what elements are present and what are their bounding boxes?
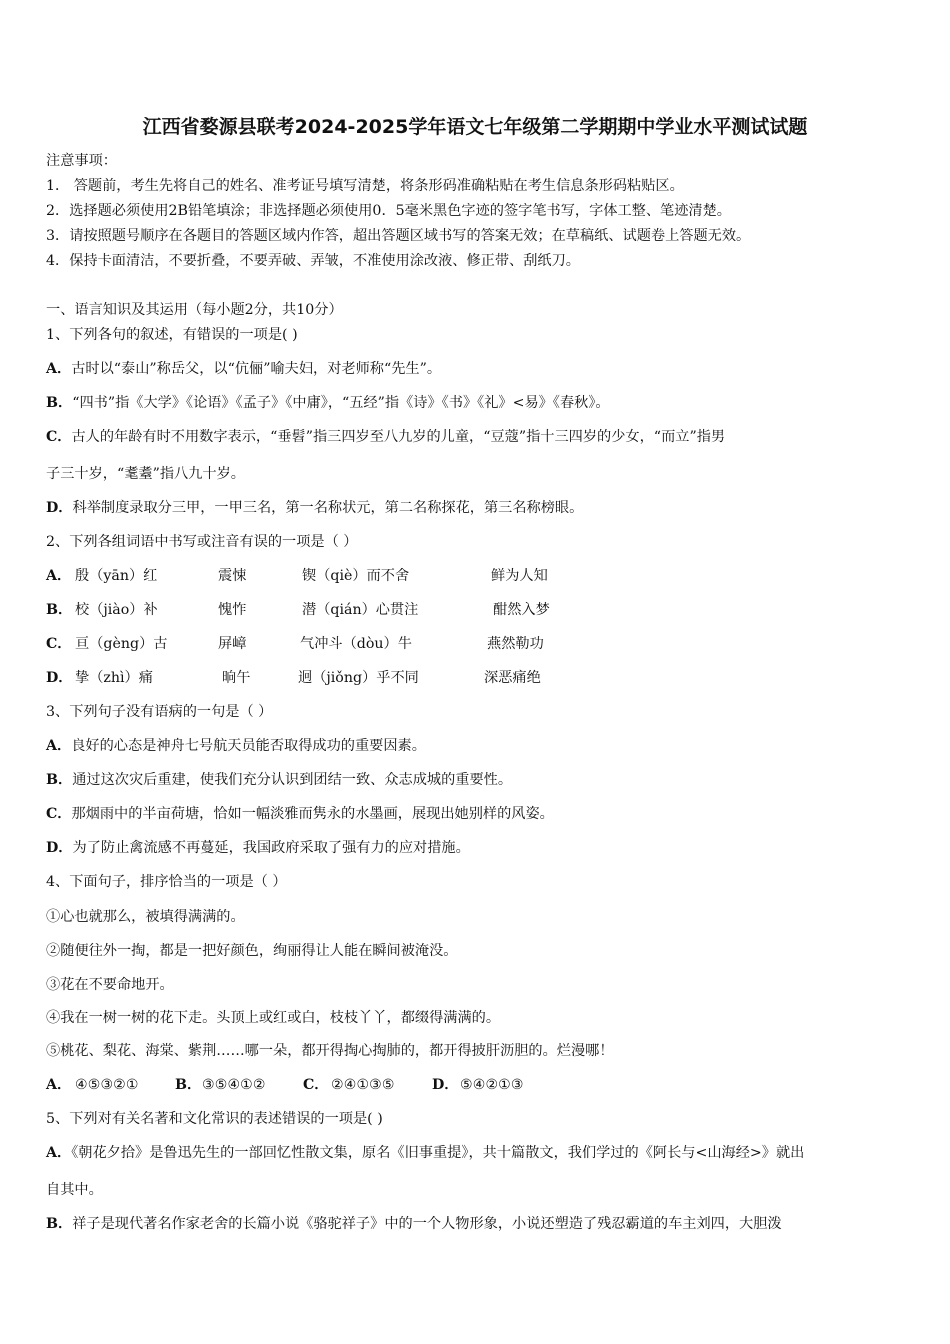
option-text: 为了防止禽流感不再蔓延，我国政府采取了强有力的应对措施。 xyxy=(72,840,470,856)
option-word: 潜（qián）心贯注 xyxy=(302,602,419,618)
question-4-stem: 4、下面句子，排序恰当的一项是（ ） xyxy=(46,874,287,890)
option-label: D． xyxy=(46,840,73,856)
option-word: 屏嶂 xyxy=(218,636,247,652)
option-label: C． xyxy=(46,806,72,822)
option-label: B． xyxy=(46,772,73,788)
option-text: ③⑤④①② xyxy=(202,1077,266,1093)
question-4-sentence: ⑤桃花、梨花、海棠、紫荆……哪一朵，都开得掏心掏肺的，都开得披肝沥胆的。烂漫哪！ xyxy=(46,1043,614,1059)
option-text: ②④①③⑤ xyxy=(331,1077,395,1093)
notice-item: 4．保持卡面清洁，不要折叠，不要弄破、弄皱，不准使用涂改液、修正带、刮纸刀。 xyxy=(46,253,580,269)
option-label: A． xyxy=(46,1077,72,1093)
question-2-stem: 2、下列各组词语中书写或注音有误的一项是（ ） xyxy=(46,534,358,550)
question-5-option-a-continued: 自其中。 xyxy=(46,1182,103,1198)
option-label: C． xyxy=(303,1077,329,1093)
option-label: A． xyxy=(46,738,72,754)
section-heading: 一、语言知识及其运用（每小题2分，共10分） xyxy=(46,302,343,318)
option-word: 愧怍 xyxy=(218,602,247,618)
question-1-option-a xyxy=(46,359,441,379)
option-word: 殷（yān）红 xyxy=(75,568,158,584)
notice-heading: 注意事项： xyxy=(46,153,117,169)
option-label: D． xyxy=(46,670,73,686)
option-word: 挚（zhì）痛 xyxy=(75,670,153,686)
option-word: 迥（jiǒng）乎不同 xyxy=(298,670,419,686)
option-label: C． xyxy=(46,429,72,445)
option-word: 校（jiào）补 xyxy=(75,602,158,618)
option-word: 深恶痛绝 xyxy=(484,670,541,686)
question-4-sentence: ④我在一树一树的花下走。头顶上或红或白，枝枝丫丫，都缀得满满的。 xyxy=(46,1010,501,1026)
question-5-option-a xyxy=(46,1143,804,1163)
option-label: D． xyxy=(46,500,73,516)
notice-item: 3．请按照题号顺序在各题目的答题区域内作答，超出答题区域书写的答案无效；在草稿纸、试题卷上答题无效。 xyxy=(46,228,751,244)
option-text: “四书”指《大学》《论语》《孟子》《中庸》，“五经”指《诗》《书》《礼》<易》《春秋》。 xyxy=(72,395,610,411)
question-3-option-b xyxy=(46,770,512,790)
option-label: B． xyxy=(175,1077,202,1093)
option-label: B． xyxy=(46,1216,73,1232)
option-text: 古人的年龄有时不用数字表示，“垂髫”指三四岁至八九岁的儿童，“豆蔻”指十三四岁的少女，“而立”指男 xyxy=(71,429,726,445)
option-label: A． xyxy=(46,1145,72,1161)
option-word: 气冲斗（dòu）牛 xyxy=(300,636,412,652)
notice-item: 2．选择题必须使用2B铅笔填涂；非选择题必须使用0．5毫米黑色字迹的签字笔书写，字体工整、笔迹清楚。 xyxy=(46,203,731,219)
option-word: 晌午 xyxy=(222,670,251,686)
option-label: C． xyxy=(46,636,72,652)
question-4-sentence: ①心也就那么，被填得满满的。 xyxy=(46,909,245,925)
option-label: A． xyxy=(46,568,72,584)
option-word: 亘（gèng）古 xyxy=(75,636,168,652)
question-1-option-c-continued: 子三十岁，“耄耋”指八九十岁。 xyxy=(46,466,245,482)
option-text: 那烟雨中的半亩荷塘，恰如一幅淡雅而隽永的水墨画，展现出她别样的风姿。 xyxy=(71,806,554,822)
option-text: ⑤④②①③ xyxy=(460,1077,524,1093)
question-3-stem: 3、下列句子没有语病的一句是（ ） xyxy=(46,704,273,720)
question-1-option-c xyxy=(46,427,725,447)
question-3-option-c xyxy=(46,804,554,824)
option-word: 酣然入梦 xyxy=(493,602,550,618)
option-text: 良好的心态是神舟七号航天员能否取得成功的重要因素。 xyxy=(71,738,426,754)
option-text: 祥子是现代著名作家老舍的长篇小说《骆驼祥子》中的一个人物形象，小说还塑造了残忍霸道的车主刘四，大胆泼 xyxy=(72,1216,782,1232)
question-4-sentence: ②随便往外一掏，都是一把好颜色，绚丽得让人能在瞬间被淹没。 xyxy=(46,943,458,959)
option-word: 震悚 xyxy=(218,568,247,584)
question-1-option-d xyxy=(46,498,583,518)
question-3-option-d xyxy=(46,838,470,858)
option-word: 鲜为人知 xyxy=(491,568,548,584)
option-text: ④⑤③②① xyxy=(75,1077,139,1093)
question-1-option-b xyxy=(46,393,610,413)
option-label: B． xyxy=(46,395,73,411)
option-label: A． xyxy=(46,361,72,377)
question-1-stem: 1、下列各句的叙述，有错误的一项是( ) xyxy=(46,327,298,343)
notice-item: 1． 答题前，考生先将自己的姓名、准考证号填写清楚，将条形码准确粘贴在考生信息条形码粘贴区。 xyxy=(46,178,684,194)
option-label: B． xyxy=(46,602,73,618)
question-4-sentence: ③花在不要命地开。 xyxy=(46,977,174,993)
option-text: 通过这次灾后重建，使我们充分认识到团结一致、众志成城的重要性。 xyxy=(72,772,513,788)
option-label: D． xyxy=(432,1077,459,1093)
option-word: 燕然勒功 xyxy=(487,636,544,652)
question-3-option-a xyxy=(46,736,426,756)
document-title: 江西省婺源县联考2024-2025学年语文七年级第二学期期中学业水平测试试题 xyxy=(142,116,808,138)
question-5-option-b xyxy=(46,1214,782,1234)
question-5-stem: 5、下列对有关名著和文化常识的表述错误的一项是( ) xyxy=(46,1111,383,1127)
option-text: 古时以“泰山”称岳父，以“伉俪”喻夫妇，对老师称“先生”。 xyxy=(71,361,442,377)
option-text: 《朝花夕拾》是鲁迅先生的一部回忆性散文集，原名《旧事重提》，共十篇散文，我们学过的《阿长与<山海经>》就出 xyxy=(71,1145,805,1161)
option-word: 锲（qiè）而不舍 xyxy=(302,568,410,584)
option-text: 科举制度录取分三甲，一甲三名，第一名称状元，第二名称探花，第三名称榜眼。 xyxy=(72,500,584,516)
